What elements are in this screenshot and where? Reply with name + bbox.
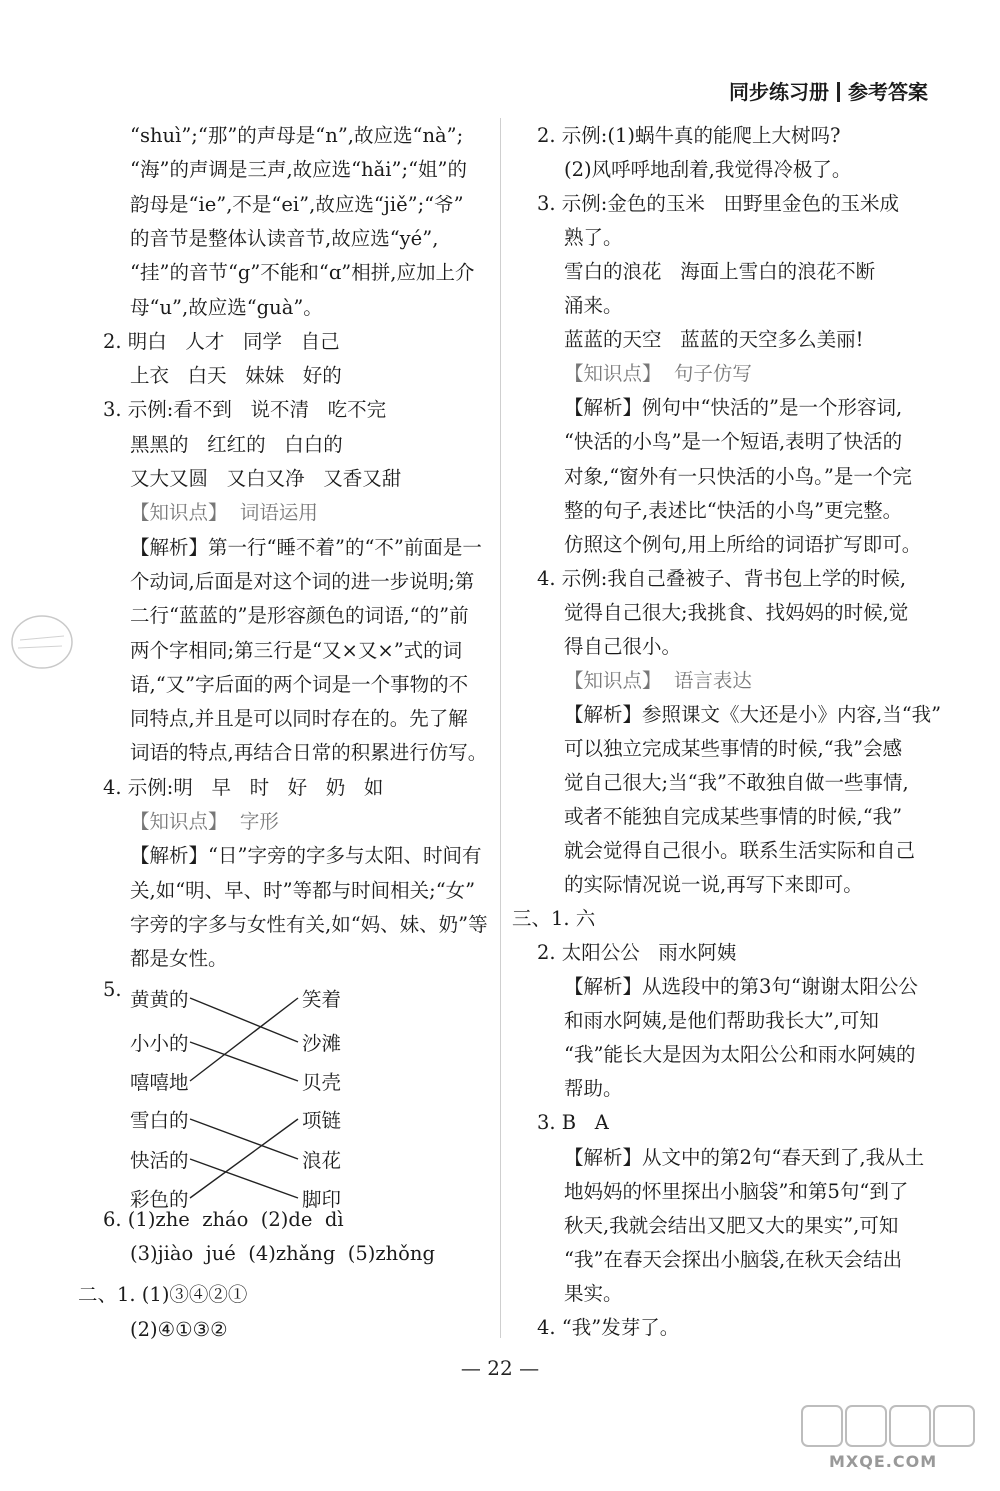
right_column-line: 【知识点】 句子仿写 xyxy=(564,362,752,386)
match-right-word: 沙滩 xyxy=(302,1032,342,1055)
right_column-line: (2)风呼呼地刮着,我觉得冷极了。 xyxy=(564,158,852,182)
left_column-line: “挂”的音节“g”不能和“ɑ”相拼,应加上介 xyxy=(130,261,475,285)
right_column-line: 果实。 xyxy=(564,1281,623,1305)
right_column-line: 2. 示例:(1)蜗牛真的能爬上大树吗? xyxy=(537,124,841,147)
left_column-line: 黑黑的 红红的 白白的 xyxy=(130,432,343,456)
left_column-line: 韵母是“ie”,不是“ei”,故应选“jiě”;“爷” xyxy=(130,192,464,216)
match-connector-line xyxy=(190,1042,298,1081)
stamp-mark xyxy=(2,600,82,680)
right_column-line: 雪白的浪花 海面上雪白的浪花不断 xyxy=(564,260,876,284)
column-divider xyxy=(500,118,501,1338)
left_column-line: “shuì”;“那”的声母是“n”,故应选“nà”; xyxy=(130,124,464,147)
right_column-line: 4. 示例:我自己叠被子、背书包上学的时候, xyxy=(537,566,907,590)
left_column-line: 又大又圆 又白又净 又香又甜 xyxy=(130,467,402,490)
right_column-line: “我”能长大是因为太阳公公和雨水阿姨的 xyxy=(564,1043,916,1067)
right_column-line: 蓝蓝的天空 蓝蓝的天空多么美丽! xyxy=(564,328,864,352)
book-title: 同步练习册 xyxy=(729,80,829,104)
right_column-line: 就会觉得自己很小。联系生活实际和自己 xyxy=(564,839,916,863)
right_column-line: 或者不能独自完成某些事情的时候,“我” xyxy=(564,805,903,828)
match-left-word: 雪白的 xyxy=(130,1109,189,1132)
match-right-word: 笑着 xyxy=(302,988,342,1011)
left_column-line: 语,“又”字后面的两个词是一个事物的不 xyxy=(130,672,469,696)
left_column-line: 上衣 白天 妹妹 好的 xyxy=(130,364,342,388)
right_column-line: 三、1. 六 xyxy=(512,907,596,931)
match-right-word: 项链 xyxy=(302,1109,342,1132)
left_column-line: 个动词,后面是对这个词的进一步说明;第 xyxy=(130,569,475,593)
right_column-line: 的实际情况说一说,再写下来即可。 xyxy=(564,873,863,897)
right_column-line: 对象,“窗外有一只快活的小鸟。”是一个完 xyxy=(564,464,912,488)
match-right-word: 浪花 xyxy=(302,1149,342,1172)
page-header xyxy=(729,76,928,105)
match-right-word: 贝壳 xyxy=(302,1071,342,1094)
match-right-word: 脚印 xyxy=(302,1188,342,1211)
right_column-line: 3. 示例:金色的玉米 田野里金色的玉米成 xyxy=(537,192,899,216)
left-tail-line: 6. (1)zhe zháo (2)de dì xyxy=(103,1208,344,1231)
left_column-line: 【解析】“日”字旁的字多与太阳、时间有 xyxy=(130,844,482,868)
match-connector-line xyxy=(190,998,298,1081)
match-connector-line xyxy=(190,1119,298,1159)
match-left-word: 黄黄的 xyxy=(130,988,189,1011)
header-separator xyxy=(837,82,840,102)
section-title: 参考答案 xyxy=(848,80,928,104)
left_column-line: 【知识点】 字形 xyxy=(130,810,279,833)
left_column-line: “海”的声调是三声,故应选“hǎi”;“姐”的 xyxy=(130,158,468,182)
right_column-line: 和雨水阿姨,是他们帮助我长大”,可知 xyxy=(564,1009,879,1033)
right_column-line: “我”在春天会探出小脑袋,在秋天会结出 xyxy=(564,1247,903,1271)
match-left-word: 彩色的 xyxy=(130,1188,189,1211)
right_column-line: 熟了。 xyxy=(564,226,623,250)
right_column-line: 秋天,我就会结出又肥又大的果实”,可知 xyxy=(564,1213,899,1237)
right_column-line: 得自己很小。 xyxy=(564,634,682,658)
left_column-line: 4. 示例:明 早 时 好 奶 如 xyxy=(103,775,384,799)
matching-number: 5. xyxy=(103,978,122,1001)
left_column-line: 同特点,并且是可以同时存在的。先了解 xyxy=(130,707,468,731)
right_column-line: 仿照这个例句,用上所给的词语扩写即可。 xyxy=(564,532,922,556)
left_column-line: 二行“蓝蓝的”是形容颜色的词语,“的”前 xyxy=(130,604,469,628)
right_column-line: 可以独立完成某些事情的时候,“我”会感 xyxy=(564,736,903,760)
match-left-word: 小小的 xyxy=(130,1032,189,1055)
left_column-line: 字旁的字多与女性有关,如“妈、妹、奶”等 xyxy=(130,912,488,936)
match-connector-line xyxy=(190,1159,298,1198)
match-left-word: 快活的 xyxy=(130,1149,189,1172)
left_column-line: 母“u”,故应选“guà”。 xyxy=(130,295,323,319)
right_column-line: 地妈妈的怀里探出小脑袋”和第5句“到了 xyxy=(564,1179,909,1203)
right_column-line: 【解析】例句中“快活的”是一个形容词, xyxy=(564,396,903,420)
right_column-line: 【解析】从选段中的第3句“谢谢太阳公公 xyxy=(564,975,918,999)
right_column-line: “快活的小鸟”是一个短语,表明了快活的 xyxy=(564,430,903,454)
right_column-line: 整的句子,表述比“快活的小鸟”更完整。 xyxy=(564,498,903,522)
right_column-line: 3. B A xyxy=(537,1111,609,1135)
left_column-line: 的音节是整体认读音节,故应选“yé”, xyxy=(130,226,439,250)
match-left-word: 嘻嘻地 xyxy=(130,1071,189,1094)
page-number: — 22 — xyxy=(460,1356,540,1380)
left-tail-line: 二、1. (1)③④②① xyxy=(78,1283,248,1306)
right_column-line: 觉自己很大;当“我”不敢独自做一些事情, xyxy=(564,770,909,794)
left_column-line: 词语的特点,再结合日常的积累进行仿写。 xyxy=(130,741,488,765)
left-tail-line: (3)jiào jué (4)zhǎng (5)zhǒng xyxy=(130,1242,435,1265)
right_column-line: 4. “我”发芽了。 xyxy=(537,1315,680,1339)
right_column-line: 2. 太阳公公 雨水阿姨 xyxy=(537,941,737,965)
left_column-line: 都是女性。 xyxy=(130,947,228,971)
match-connector-line xyxy=(190,1119,298,1198)
left_column-line: 2. 明白 人才 同学 自己 xyxy=(103,329,340,353)
right_column-line: 涌来。 xyxy=(564,294,623,318)
left_column-line: 两个字相同;第三行是“又×又×”式的词 xyxy=(130,638,463,662)
right_column-line: 【解析】参照课文《大还是小》内容,当“我” xyxy=(564,702,942,726)
left_column-line: 【解析】第一行“睡不着”的“不”前面是一 xyxy=(130,535,482,559)
right_column-line: 觉得自己很大;我挑食、找妈妈的时候,觉 xyxy=(564,600,909,624)
left_column-line: 【知识点】 词语运用 xyxy=(130,501,318,525)
watermark-text: MXQE.COM xyxy=(829,1452,938,1471)
match-connector-line xyxy=(190,998,298,1042)
left_column-line: 3. 示例:看不到 说不清 吃不完 xyxy=(103,398,387,422)
right_column-line: 【解析】从文中的第2句“春天到了,我从土 xyxy=(564,1145,925,1169)
right_column-line: 【知识点】 语言表达 xyxy=(564,668,752,692)
left-tail-line: (2)④①③② xyxy=(130,1318,228,1341)
left_column-line: 关,如“明、早、时”等都与时间相关;“女” xyxy=(130,878,476,902)
right_column-line: 帮助。 xyxy=(564,1077,623,1101)
